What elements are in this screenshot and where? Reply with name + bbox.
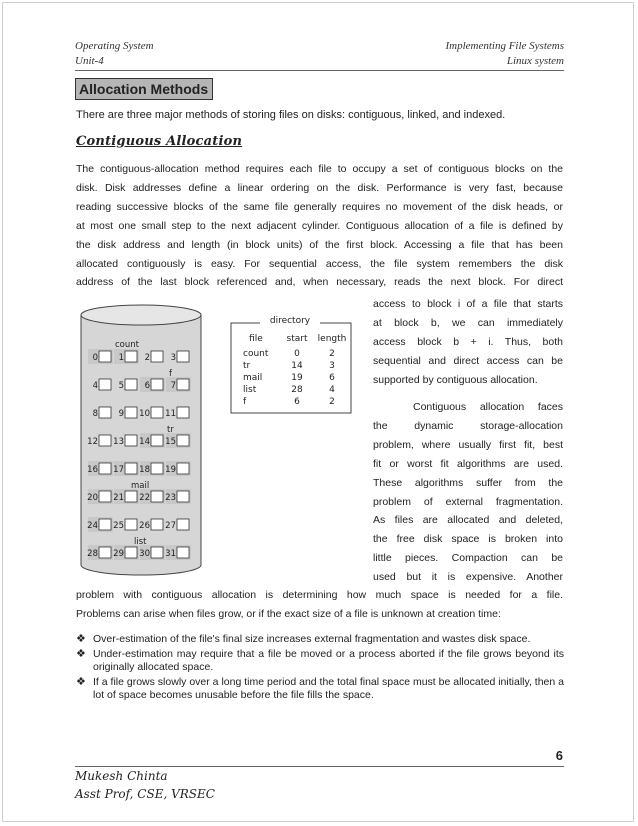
directory-cell: 19 — [291, 373, 303, 383]
disk-block — [177, 351, 189, 362]
disk-block — [177, 519, 189, 530]
list-item — [76, 633, 564, 647]
directory-cell: f — [243, 397, 247, 407]
directory-cell: 14 — [291, 361, 303, 371]
block-number: 2 — [144, 353, 150, 363]
directory-title: directory — [269, 316, 311, 326]
block-number: 8 — [92, 409, 98, 419]
disk-block — [99, 351, 111, 362]
disk-block — [125, 519, 137, 530]
block-number: 17 — [113, 465, 124, 475]
header-course: Operating System — [75, 40, 154, 52]
block-number: 11 — [165, 409, 176, 419]
block-number: 30 — [139, 549, 150, 559]
disk-block — [99, 519, 111, 530]
header-rule — [75, 70, 564, 71]
text-line: problem with contiguous allocation is determining how much space is needed for a file. — [76, 589, 563, 601]
text-line: sequential and direct access can be — [373, 354, 563, 367]
disk-block — [99, 491, 111, 502]
diamond-bullet-icon: ❖ — [76, 633, 86, 645]
disk-block — [177, 463, 189, 474]
file-label-mail: mail — [131, 481, 150, 491]
directory-cell: 4 — [329, 385, 335, 395]
block-number: 5 — [118, 381, 124, 391]
page-number: 6 — [555, 748, 563, 763]
block-number: 15 — [165, 437, 176, 447]
footer — [75, 767, 215, 803]
text-line: access to block i of a file that starts — [373, 298, 563, 310]
subsection-title: Contiguous Allocation — [76, 134, 243, 149]
block-number: 27 — [165, 521, 176, 531]
block-number: 0 — [92, 353, 98, 363]
text-line: Problems can arise when files grow, or if the exact size of a file is unknown at creation time: — [76, 607, 501, 620]
text-line: problem of external fragmentation. — [373, 495, 563, 508]
text-line: the free disk space is broken into — [373, 533, 563, 546]
list-item — [76, 676, 564, 703]
directory-cell: 28 — [291, 385, 303, 395]
directory-cell: 3 — [329, 361, 335, 371]
block-number: 12 — [87, 437, 98, 447]
disk-block — [151, 547, 163, 558]
block-number: 16 — [87, 465, 98, 475]
header-chapter: Implementing File Systems — [445, 40, 564, 52]
disk-block — [99, 547, 111, 558]
disk-block — [99, 379, 111, 390]
paragraph-storage-allocation — [373, 398, 563, 587]
directory-table — [231, 314, 351, 413]
block-number: 14 — [139, 437, 150, 447]
block-number: 25 — [113, 521, 124, 531]
block-number: 29 — [113, 549, 124, 559]
disk-block — [151, 519, 163, 530]
paragraph-direct-access — [373, 295, 563, 390]
directory-cell: mail — [243, 373, 263, 383]
header-left — [75, 39, 154, 69]
directory-cell: 2 — [329, 397, 335, 407]
disk-block — [151, 379, 163, 390]
directory-cell: list — [243, 385, 257, 395]
text-line: at block b, we can immediately — [373, 316, 563, 329]
block-number: 22 — [139, 493, 150, 503]
block-number: 20 — [87, 493, 98, 503]
text-line: address of the last block referenced and, when necessary, reads the next block. For direct — [76, 276, 563, 289]
disk-block — [125, 547, 137, 558]
block-number: 10 — [139, 409, 150, 419]
text-line: fit or worst fit algorithms are used. — [373, 457, 563, 470]
author-title: Asst Prof, CSE, VRSEC — [75, 787, 215, 801]
file-label-list: list — [134, 537, 147, 547]
paragraph-contiguous-intro — [76, 160, 563, 292]
section-title: Allocation Methods — [75, 78, 213, 100]
block-number: 26 — [139, 521, 150, 531]
text-line: the disk address and length (in block units) of the first block. Accessing a file that has been — [76, 238, 563, 251]
text-line: at most one small step to the next adjacent cylinder. Contiguous allocation of a file is defined by — [76, 219, 563, 232]
disk-block — [151, 463, 163, 474]
disk-block — [177, 491, 189, 502]
directory-cell: 2 — [329, 349, 335, 359]
text-line: As files are allocated and deleted, — [373, 514, 563, 527]
block-number: 21 — [113, 493, 124, 503]
block-number: 4 — [92, 381, 98, 391]
text-line: allocated contiguously is easy. For sequential access, the file system remembers the disk — [76, 257, 563, 270]
text-line: Contiguous allocation faces — [413, 401, 563, 413]
block-number: 24 — [87, 521, 98, 531]
directory-cell: 6 — [329, 373, 335, 383]
disk-block — [177, 547, 189, 558]
disk-block — [125, 351, 137, 362]
directory-cell: 6 — [294, 397, 300, 407]
file-label-count: count — [115, 340, 139, 350]
text-line: supported by contiguous allocation. — [373, 373, 538, 386]
block-number: 28 — [87, 549, 98, 559]
text-line: the dynamic storage-allocation — [373, 419, 563, 432]
text-line: little pieces. Compaction can be — [373, 552, 563, 565]
block-number: 13 — [113, 437, 124, 447]
text-line: used but it is expensive. Another — [373, 571, 563, 584]
disk-block — [151, 351, 163, 362]
file-label-tr: tr — [167, 425, 174, 435]
block-number: 9 — [118, 409, 124, 419]
block-number: 23 — [165, 493, 176, 503]
block-number: 1 — [118, 353, 124, 363]
disk-block — [125, 379, 137, 390]
disk-block — [125, 463, 137, 474]
disk-block — [177, 379, 189, 390]
diamond-bullet-icon: ❖ — [76, 647, 86, 660]
text-line: These algorithms suffer from the — [373, 476, 563, 489]
text-line: disk. Disk addresses define a linear ordering on the disk. Performance is very fast, because — [76, 181, 563, 194]
block-number: 6 — [144, 381, 150, 391]
disk-block — [151, 407, 163, 418]
bullet-text: Over-estimation of the file's final size increases external fragmentation and wastes disk space. — [93, 633, 531, 645]
contiguous-allocation-diagram — [75, 303, 365, 583]
block-number: 19 — [165, 465, 176, 475]
disk-block — [99, 435, 111, 446]
block-number: 18 — [139, 465, 150, 475]
header-topic: Linux system — [506, 55, 564, 67]
text-line: The contiguous-allocation method requires each file to occupy a set of contiguous blocks on the — [76, 163, 563, 175]
author-name: Mukesh Chinta — [75, 769, 168, 783]
text-line: problem, where usually first fit, best — [373, 438, 563, 451]
bullet-list — [76, 633, 564, 704]
directory-cell: count — [243, 349, 269, 359]
header-unit: Unit-4 — [75, 55, 104, 67]
disk-block — [99, 463, 111, 474]
disk-block — [99, 407, 111, 418]
paragraph-growth-problem — [76, 586, 563, 624]
block-number: 7 — [170, 381, 176, 391]
directory-cell: 0 — [294, 349, 300, 359]
disk-block — [125, 491, 137, 502]
text-line: access block b + i. Thus, both — [373, 335, 563, 348]
directory-header-length: length — [317, 334, 347, 344]
directory-header-start: start — [286, 334, 308, 344]
disk-block — [151, 491, 163, 502]
header-right — [445, 39, 564, 69]
text-line: reading successive blocks of the same file generally requires no movement of the disk heads, or — [76, 200, 563, 213]
disk-block — [151, 435, 163, 446]
directory-header-file: file — [249, 334, 263, 344]
bullet-text: Under-estimation may require that a file be moved or a process aborted if the file grows beyond its originally allocated space. — [93, 647, 564, 673]
disk-block — [125, 435, 137, 446]
block-number: 3 — [170, 353, 176, 363]
list-item — [76, 648, 564, 675]
disk-block — [177, 435, 189, 446]
block-number: 31 — [165, 549, 176, 559]
diamond-bullet-icon: ❖ — [76, 675, 86, 688]
intro-text: There are three major methods of storing files on disks: contiguous, linked, and indexed. — [76, 109, 506, 121]
disk-block — [177, 407, 189, 418]
directory-cell: tr — [243, 361, 251, 371]
disk-block — [125, 407, 137, 418]
file-label-f: f — [169, 369, 172, 379]
bullet-text: If a file grows slowly over a long time period and the total final space must be allocated initially, then a lot of space becomes unusable before the file fills the space. — [93, 675, 564, 701]
